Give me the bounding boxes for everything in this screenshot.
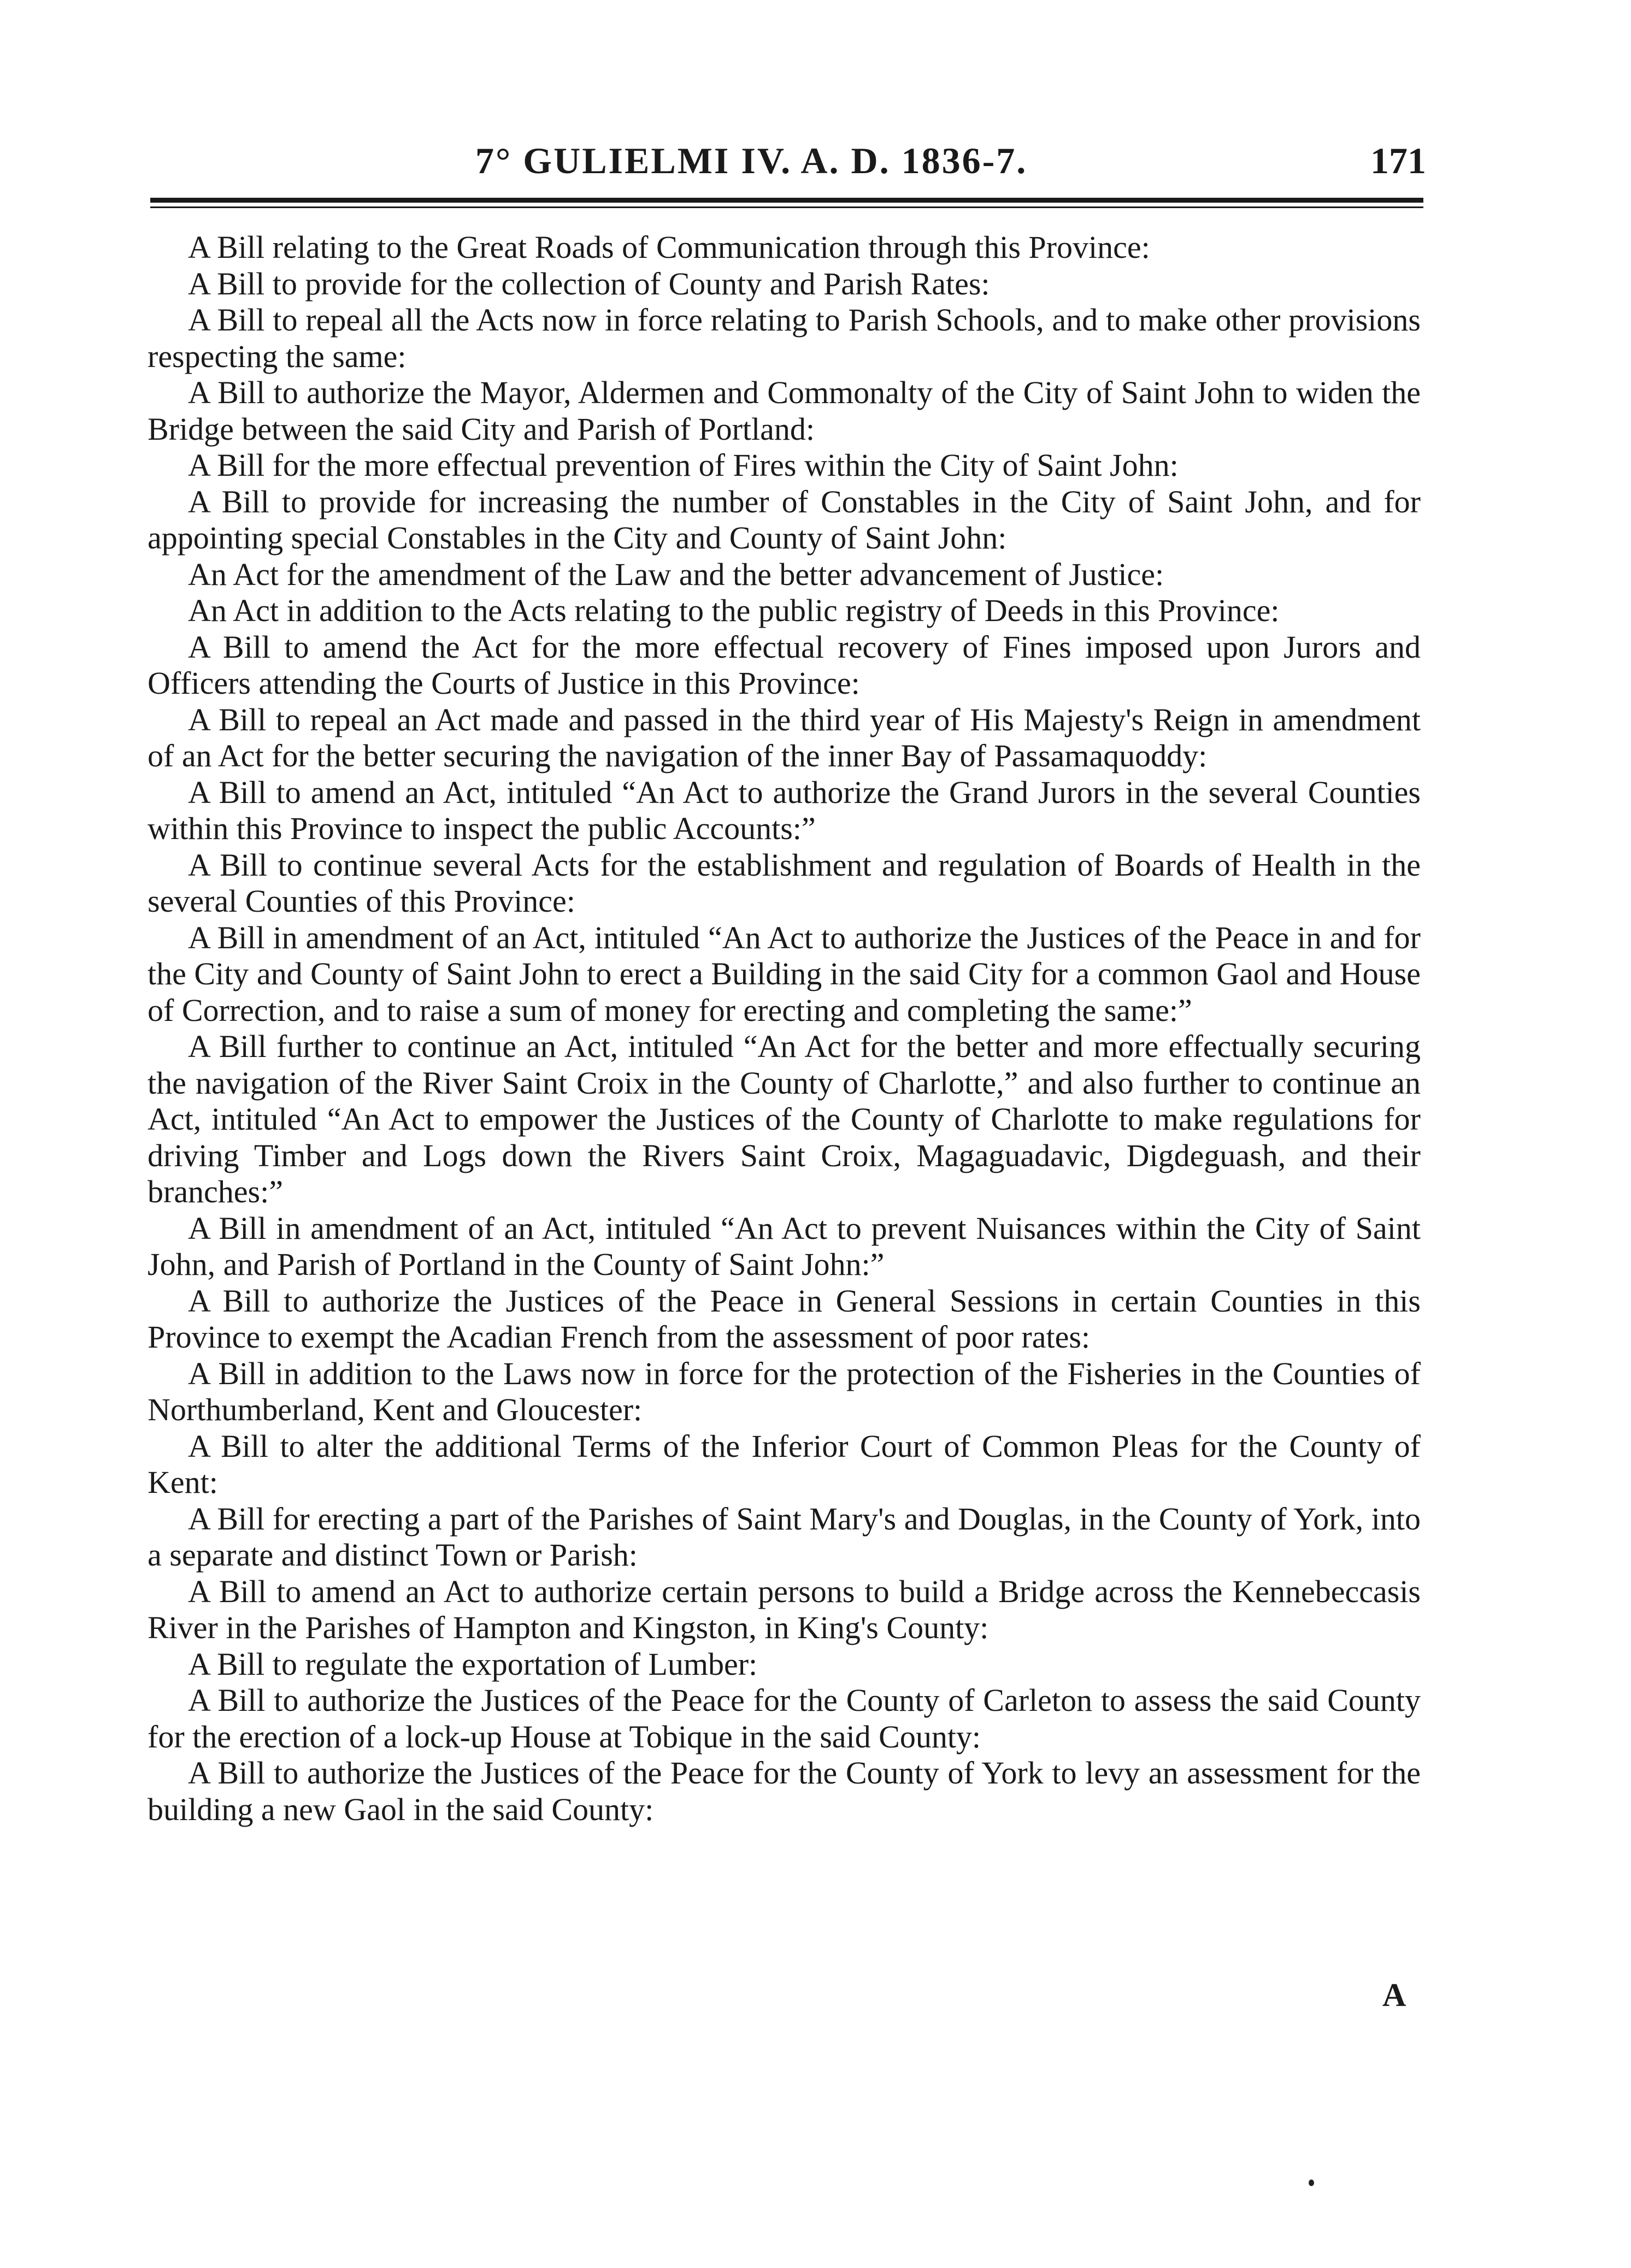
bill-entry: An Act for the amendment of the Law and the better advancement of Justice: bbox=[188, 556, 1164, 592]
bill-entry: A Bill to amend an Act to authorize certain persons to build a Bridge across the Kennebeccasis River in the Parishes of Hampton and Kingston, in King's County: bbox=[148, 1573, 1421, 1645]
bill-entry: A Bill to regulate the exportation of Lumber: bbox=[188, 1646, 758, 1682]
bill-entry: A Bill in amendment of an Act, intituled “An Act to prevent Nuisances within the City of Saint John, and Parish of Portland in the County of Saint John:” bbox=[148, 1210, 1421, 1282]
bill-entry: A Bill to continue several Acts for the establishment and regulation of Boards of Health in the several Counties of this Province: bbox=[148, 847, 1421, 919]
bill-entry: A Bill in addition to the Laws now in force for the protection of the Fisheries in the Counties of Northumberland, Kent and Gloucester: bbox=[148, 1355, 1421, 1427]
bill-entry: A Bill in amendment of an Act, intituled “An Act to authorize the Justices of the Peace in and for the City and County of Saint John to erect a Building in the said City for a common Gaol and House of Correction, and to raise a sum of money for erecting and completing the same:” bbox=[148, 919, 1421, 1028]
bill-entry: A Bill relating to the Great Roads of Communication through this Province: bbox=[188, 229, 1150, 265]
bill-entry: A Bill to repeal all the Acts now in force relating to Parish Schools, and to make other provisions respecting the same: bbox=[148, 302, 1421, 374]
catchword: A bbox=[1382, 1977, 1406, 2013]
bill-list bbox=[148, 229, 1421, 1828]
bill-entry: A Bill to amend an Act, intituled “An Act to authorize the Grand Jurors in the several Counties within this Province to inspect the public Accounts:” bbox=[148, 774, 1421, 846]
bill-entry: A Bill to authorize the Justices of the Peace in General Sessions in certain Counties in this Province to exempt the Acadian French from the assessment of poor rates: bbox=[148, 1283, 1421, 1355]
bill-entry: A Bill further to continue an Act, intituled “An Act for the better and more effectually securing the navigation of the River Saint Croix in the County of Charlotte,” and also further to continue an Act, intituled “An Act to empower the Justices of the County of Charlotte to make regulations for driving Timber and Logs down the Rivers Saint Croix, Magaguadavic, Digdeguash, and their branches:” bbox=[148, 1029, 1421, 1209]
bill-entry: A Bill for the more effectual prevention of Fires within the City of Saint John: bbox=[188, 447, 1179, 483]
bill-entry: A Bill to authorize the Mayor, Aldermen and Commonalty of the City of Saint John to widen the Bridge between the said City and Parish of Portland: bbox=[148, 375, 1421, 447]
running-title: 7° GULIELMI IV. A. D. 1836-7. bbox=[475, 140, 1028, 181]
ink-speck bbox=[1309, 2180, 1314, 2186]
bill-entry: A Bill to authorize the Justices of the Peace for the County of York to levy an assessment for the building a new Gaol in the said County: bbox=[148, 1755, 1421, 1827]
bill-entry: A Bill to repeal an Act made and passed in the third year of His Majesty's Reign in amendment of an Act for the better securing the navigation of the inner Bay of Passamaquoddy: bbox=[148, 701, 1421, 773]
bill-entry: A Bill to amend the Act for the more effectual recovery of Fines imposed upon Jurors and Officers attending the Courts of Justice in this Province: bbox=[148, 629, 1421, 701]
running-head bbox=[148, 139, 1426, 188]
header-rule-thin bbox=[150, 206, 1423, 208]
bill-entry: An Act in addition to the Acts relating to the public registry of Deeds in this Province: bbox=[188, 593, 1280, 628]
bill-entry: A Bill for erecting a part of the Parishes of Saint Mary's and Douglas, in the County of York, into a separate and distinct Town or Parish: bbox=[148, 1501, 1421, 1573]
page-number: 171 bbox=[1370, 140, 1426, 181]
bill-entry: A Bill to provide for increasing the number of Constables in the City of Saint John, and for appointing special Constables in the City and County of Saint John: bbox=[148, 483, 1421, 556]
bill-entry: A Bill to alter the additional Terms of the Inferior Court of Common Pleas for the County of Kent: bbox=[148, 1428, 1421, 1500]
header-rule bbox=[150, 198, 1423, 203]
bill-entry: A Bill to provide for the collection of County and Parish Rates: bbox=[188, 265, 990, 302]
bill-entry: A Bill to authorize the Justices of the Peace for the County of Carleton to assess the said County for the erection of a lock-up House at Tobique in the said County: bbox=[148, 1682, 1421, 1755]
